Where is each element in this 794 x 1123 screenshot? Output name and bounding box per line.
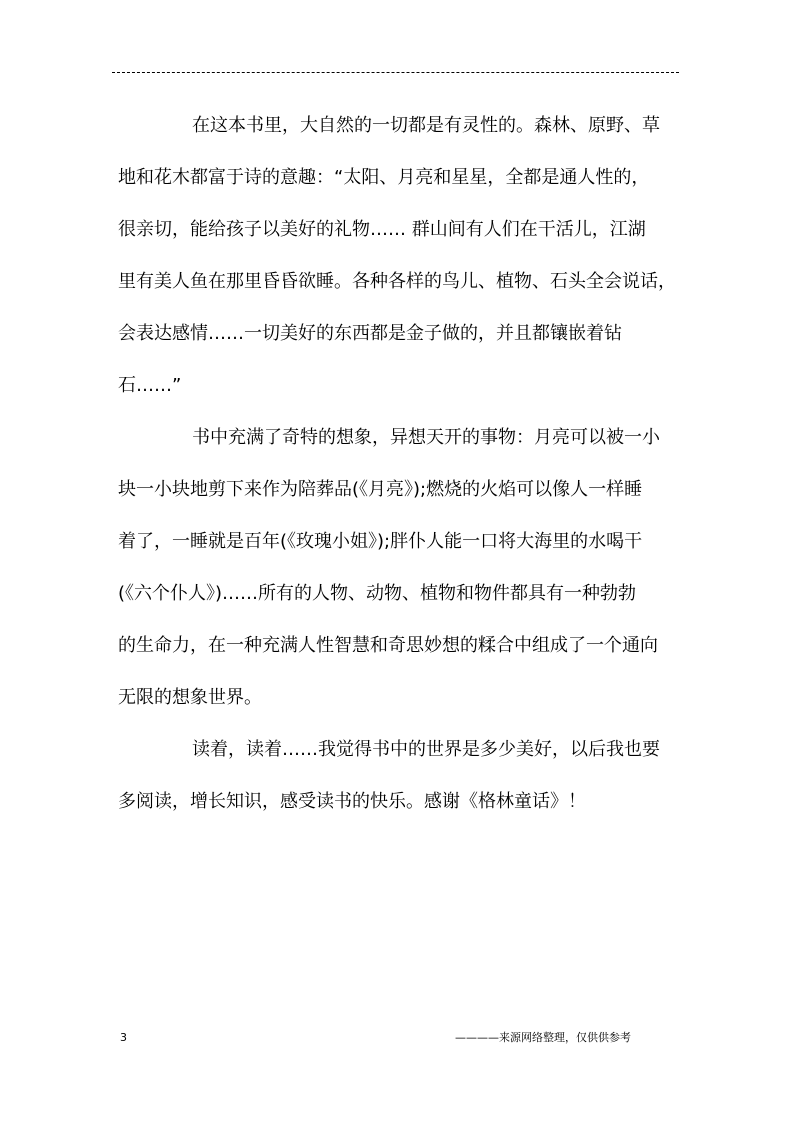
- paragraph-1-line-2: 地和花木都富于诗的意趣：“太阳、月亮和星星，全都是通人性的，: [118, 167, 650, 188]
- header-dashed-rule: [112, 72, 679, 73]
- paragraph-2-line-3: 着了，一睡就是百年(《玫瑰小姐》);胖仆人能一口将大海里的水喝干: [118, 531, 643, 552]
- document-body: [118, 100, 678, 828]
- paragraph-2-line-2: 块一小块地剪下来作为陪葬品(《月亮》);燃烧的火焰可以像人一样睡: [118, 479, 643, 500]
- paragraph-3-line-2: 多阅读，增长知识，感受读书的快乐。感谢《格林童话》！: [118, 791, 586, 812]
- paragraph-1-line-4: 里有美人鱼在那里昏昏欲睡。各种各样的鸟儿、植物、石头全会说话，: [118, 271, 676, 292]
- page-number: 3: [120, 1031, 127, 1044]
- page-footer: [0, 1028, 794, 1048]
- paragraph-2-line-6: 无限的想象世界。: [118, 687, 262, 708]
- source-note: ————来源网络整理，仅供供参考: [455, 1031, 631, 1044]
- paragraph-3-line-1: 读着，读着……我觉得书中的世界是多少美好，以后我也要: [192, 739, 660, 760]
- paragraph-1-line-6: 石……”: [118, 375, 182, 396]
- paragraph-2-line-5: 的生命力，在一种充满人性智慧和奇思妙想的糅合中组成了一个通向: [118, 635, 658, 656]
- paragraph-1-line-3: 很亲切，能给孩子以美好的礼物…… 群山间有人们在干活儿，江湖: [118, 219, 646, 240]
- paragraph-1-line-1: 在这本书里，大自然的一切都是有灵性的。森林、原野、草: [192, 115, 660, 136]
- paragraph-2-line-1: 书中充满了奇特的想象，异想天开的事物：月亮可以被一小: [192, 427, 660, 448]
- paragraph-1-line-5: 会表达感情……一切美好的东西都是金子做的，并且都镶嵌着钻: [118, 323, 622, 344]
- paragraph-2-line-4: (《六个仆人》)……所有的人物、动物、植物和物件都具有一种勃勃: [118, 583, 637, 604]
